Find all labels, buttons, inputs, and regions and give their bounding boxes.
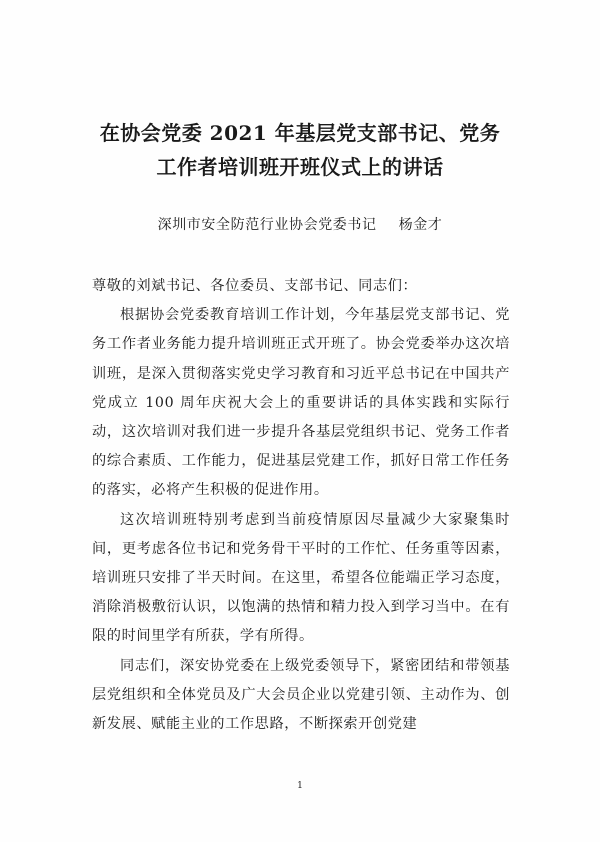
document-title-line-2: 工作者培训班开班仪式上的讲话 bbox=[156, 155, 444, 179]
byline-author-name: 杨金才 bbox=[398, 217, 443, 233]
document-body bbox=[92, 272, 510, 739]
byline-organization: 深圳市安全防范行业协会党委书记 bbox=[157, 217, 377, 233]
body-paragraph-3: 同志们，深安协党委在上级党委领导下，紧密团结和带领基层党组织和全体党员及广大会员企业以党建引领、主动作为、创新发展、赋能主业的工作思路，不断探索开创党建 bbox=[92, 657, 510, 733]
salutation: 尊敬的刘斌书记、各位委员、支部书记、同志们： bbox=[92, 278, 418, 294]
page-number: 1 bbox=[297, 781, 303, 791]
byline bbox=[60, 214, 540, 236]
body-paragraph-1: 根据协会党委教育培训工作计划，今年基层党支部书记、党务工作者业务能力提升培训班正式开班了。协会党委举办这次培训班，是深入贯彻落实党史学习教育和习近平总书记在中国共产党成立 100 周年庆祝大会上的重要讲话的具体实践和实际行动，这次培训对我们进一步提升各基层党组织书记、党务工作者的综合素质、工作能力，促进基层党建工作，抓好日常工作任务的落实，必将产生积极的促进作用。 bbox=[92, 307, 510, 499]
document-title-line-1: 在协会党委 2021 年基层党支部书记、党务 bbox=[99, 121, 501, 145]
body-paragraph-2: 这次培训班特别考虑到当前疫情原因尽量减少大家聚集时间，更考虑各位书记和党务骨干平时的工作忙、任务重等因素，培训班只安排了半天时间。在这里，希望各位能端正学习态度，消除消极敷衍认识，以饱满的热情和精力投入到学习当中。在有限的时间里学有所获，学有所得。 bbox=[92, 511, 510, 645]
